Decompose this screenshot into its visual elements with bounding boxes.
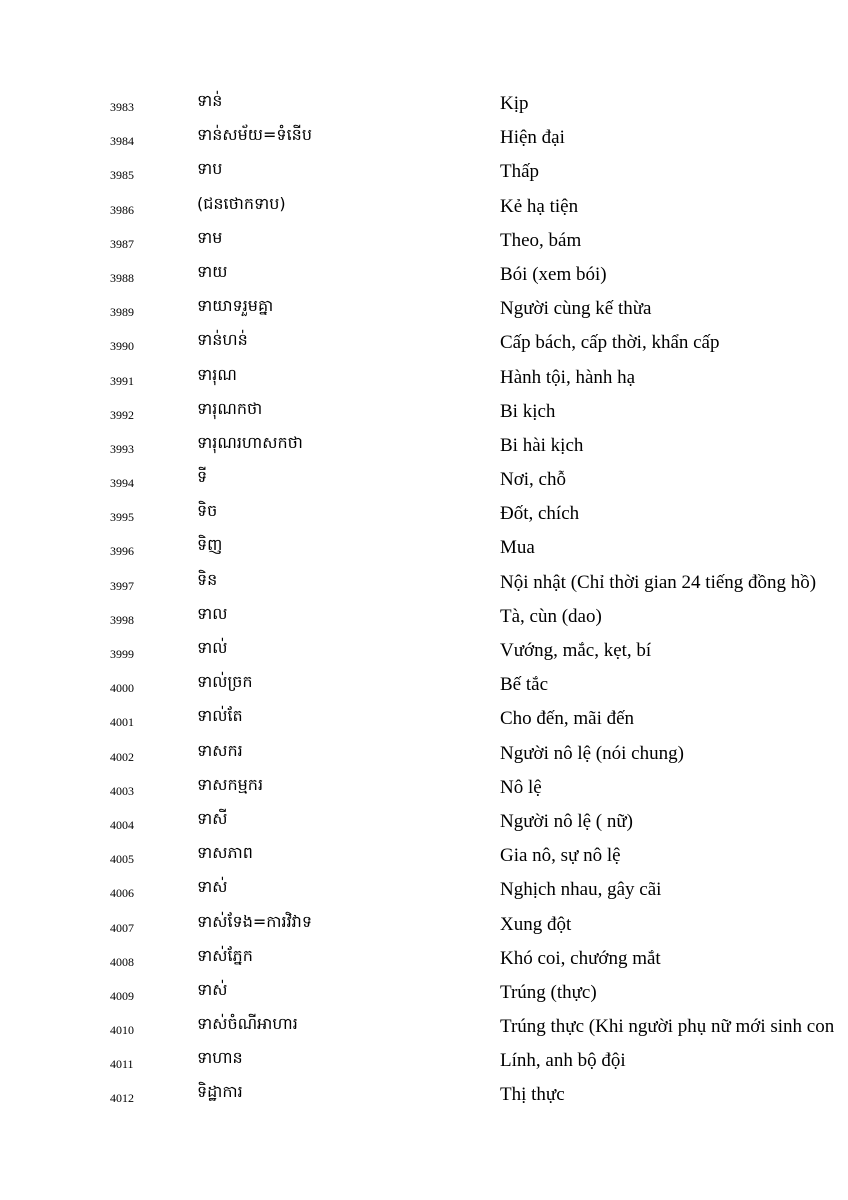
- list-item: [0, 701, 848, 735]
- vietnamese-meaning: Bói (xem bói): [500, 263, 607, 285]
- khmer-term: ទារុណកថា: [197, 398, 263, 418]
- khmer-term: ទិដ្ឋាការ: [197, 1082, 243, 1102]
- entry-number: 3997: [110, 578, 134, 593]
- list-item: [0, 120, 848, 154]
- vietnamese-meaning: Nơi, chỗ: [500, 469, 566, 491]
- vietnamese-meaning: Kịp: [500, 93, 529, 114]
- list-item: [0, 189, 848, 223]
- vietnamese-meaning: Nội nhật (Chỉ thời gian 24 tiếng đồng hồ): [500, 571, 817, 593]
- vietnamese-meaning: Theo, bám: [500, 229, 582, 251]
- list-item: [0, 907, 848, 941]
- khmer-term: ទាម: [197, 227, 223, 247]
- vietnamese-meaning: Xung đột: [500, 913, 572, 935]
- entry-number: 3987: [110, 236, 134, 251]
- entry-number: 3986: [110, 202, 134, 217]
- vietnamese-meaning: Người nô lệ ( nữ): [500, 810, 634, 832]
- khmer-term: ទារុណរហាសកថា: [197, 432, 303, 452]
- entry-number: 4007: [110, 920, 134, 935]
- khmer-term: ទារុណ: [197, 364, 237, 384]
- khmer-term: ទាស់: [197, 979, 228, 999]
- khmer-term: ទាសី: [197, 808, 228, 828]
- vietnamese-meaning: Khó coi, chướng mắt: [500, 947, 661, 969]
- list-item: [0, 1077, 848, 1111]
- list-item: [0, 941, 848, 975]
- list-item: [0, 154, 848, 188]
- list-item: [0, 496, 848, 530]
- entry-number: 4012: [110, 1091, 134, 1106]
- list-item: [0, 975, 848, 1009]
- list-item: [0, 736, 848, 770]
- list-item: [0, 291, 848, 325]
- entry-number: 4000: [110, 681, 134, 696]
- entry-number: 3998: [110, 612, 134, 627]
- vietnamese-meaning: Vướng, mắc, kẹt, bí: [500, 640, 652, 661]
- entry-number: 4002: [110, 749, 134, 764]
- entry-number: 3995: [110, 510, 134, 525]
- vietnamese-meaning: Mua: [500, 537, 535, 559]
- vietnamese-meaning: Trúng (thực): [500, 981, 597, 1003]
- entry-number: 3996: [110, 544, 134, 559]
- khmer-term: ទាសករ: [197, 740, 243, 760]
- vietnamese-meaning: Người cùng kế thừa: [500, 298, 652, 320]
- list-item: [0, 257, 848, 291]
- list-item: [0, 394, 848, 428]
- list-item: [0, 565, 848, 599]
- khmer-term: ទាស់: [197, 877, 228, 897]
- entry-number: 3983: [110, 100, 134, 114]
- vietnamese-meaning: Bi hài kịch: [500, 434, 584, 456]
- khmer-term: ទាន់: [197, 91, 223, 110]
- entry-number: 4008: [110, 954, 134, 969]
- entry-number: 3985: [110, 168, 134, 183]
- list-item: [0, 804, 848, 838]
- khmer-term: ទាយាទរួមគ្នា: [197, 296, 274, 316]
- khmer-term: ទាល់តែ: [197, 706, 243, 726]
- entry-number: 4010: [110, 1023, 134, 1038]
- list-item: [0, 462, 848, 496]
- vietnamese-meaning: Đốt, chích: [500, 503, 580, 525]
- list-item: [0, 530, 848, 564]
- khmer-term: ទាស់ចំណីអាហារ: [197, 1014, 298, 1034]
- entry-list: [0, 86, 848, 1112]
- entry-number: 3999: [110, 647, 134, 661]
- khmer-term: (ជនថោកទាប): [197, 193, 286, 213]
- entry-number: 4009: [110, 988, 134, 1003]
- khmer-term: ទាយ: [197, 261, 228, 281]
- entry-number: 3993: [110, 441, 134, 456]
- vietnamese-meaning: Bi kịch: [500, 400, 556, 422]
- khmer-term: ទាហាន: [197, 1048, 243, 1068]
- entry-number: 4001: [110, 715, 134, 730]
- khmer-term: ទាល់ច្រក: [197, 672, 253, 692]
- vietnamese-meaning: Nô lệ: [500, 776, 542, 798]
- vietnamese-meaning: Thị thực: [500, 1084, 565, 1106]
- list-item: [0, 633, 848, 667]
- entry-number: 4011: [110, 1057, 134, 1072]
- entry-number: 4006: [110, 886, 134, 901]
- list-item: [0, 1043, 848, 1077]
- entry-number: 3988: [110, 270, 134, 285]
- list-item: [0, 667, 848, 701]
- khmer-term: ទាន់សម័យ=ទំនើប: [197, 125, 312, 145]
- vietnamese-meaning: Hiện đại: [500, 127, 565, 149]
- khmer-term: ទាល: [197, 603, 228, 623]
- entry-number: 4004: [110, 817, 134, 832]
- vietnamese-meaning: Bế tắc: [500, 674, 549, 696]
- vietnamese-meaning: Gia nô, sự nô lệ: [500, 845, 621, 867]
- list-item: [0, 1009, 848, 1043]
- vietnamese-meaning: Cấp bách, cấp thời, khẩn cấp: [500, 332, 720, 354]
- khmer-term: ទាប: [197, 159, 223, 179]
- khmer-term: ទិញ: [197, 535, 223, 555]
- vietnamese-meaning: Nghịch nhau, gây cãi: [500, 879, 662, 901]
- entry-number: 3994: [110, 476, 134, 491]
- entry-number: 4003: [110, 783, 134, 798]
- khmer-term: ទាស់ភ្នែក: [197, 945, 253, 965]
- khmer-term: ទាស់ទែង=ការវិវាទ: [197, 911, 312, 931]
- entry-number: 3992: [110, 407, 134, 422]
- vietnamese-meaning: Trúng thực (Khi người phụ nữ mới sinh con: [500, 1016, 835, 1038]
- list-item: [0, 872, 848, 906]
- entry-number: 3989: [110, 305, 134, 320]
- list-item: [0, 360, 848, 394]
- khmer-term: ទាល់: [197, 638, 228, 657]
- list-item: [0, 599, 848, 633]
- list-item: [0, 838, 848, 872]
- vietnamese-meaning: Kẻ hạ tiện: [500, 195, 579, 217]
- vietnamese-meaning: Cho đến, mãi đến: [500, 708, 635, 730]
- vietnamese-meaning: Người nô lệ (nói chung): [500, 742, 684, 764]
- entry-number: 3990: [110, 339, 134, 354]
- list-item: [0, 325, 848, 359]
- khmer-term: ទាសកម្មករ: [197, 774, 264, 794]
- entry-number: 3991: [110, 373, 134, 388]
- vietnamese-meaning: Hành tội, hành hạ: [500, 366, 636, 388]
- khmer-term: ទាសភាព: [197, 843, 253, 863]
- entry-number: 3984: [110, 134, 134, 149]
- khmer-term: ទិន: [197, 569, 218, 589]
- khmer-term: ទាន់ហន់: [197, 330, 248, 350]
- list-item: [0, 770, 848, 804]
- vietnamese-meaning: Tà, cùn (dao): [500, 605, 602, 627]
- khmer-term: ទី: [197, 467, 208, 487]
- vietnamese-meaning: Lính, anh bộ đội: [500, 1050, 626, 1072]
- entry-number: 4005: [110, 852, 134, 867]
- list-item: [0, 428, 848, 462]
- list-item: [0, 223, 848, 257]
- khmer-term: ទិច: [197, 501, 218, 521]
- list-item: [0, 86, 848, 120]
- vietnamese-meaning: Thấp: [500, 161, 540, 183]
